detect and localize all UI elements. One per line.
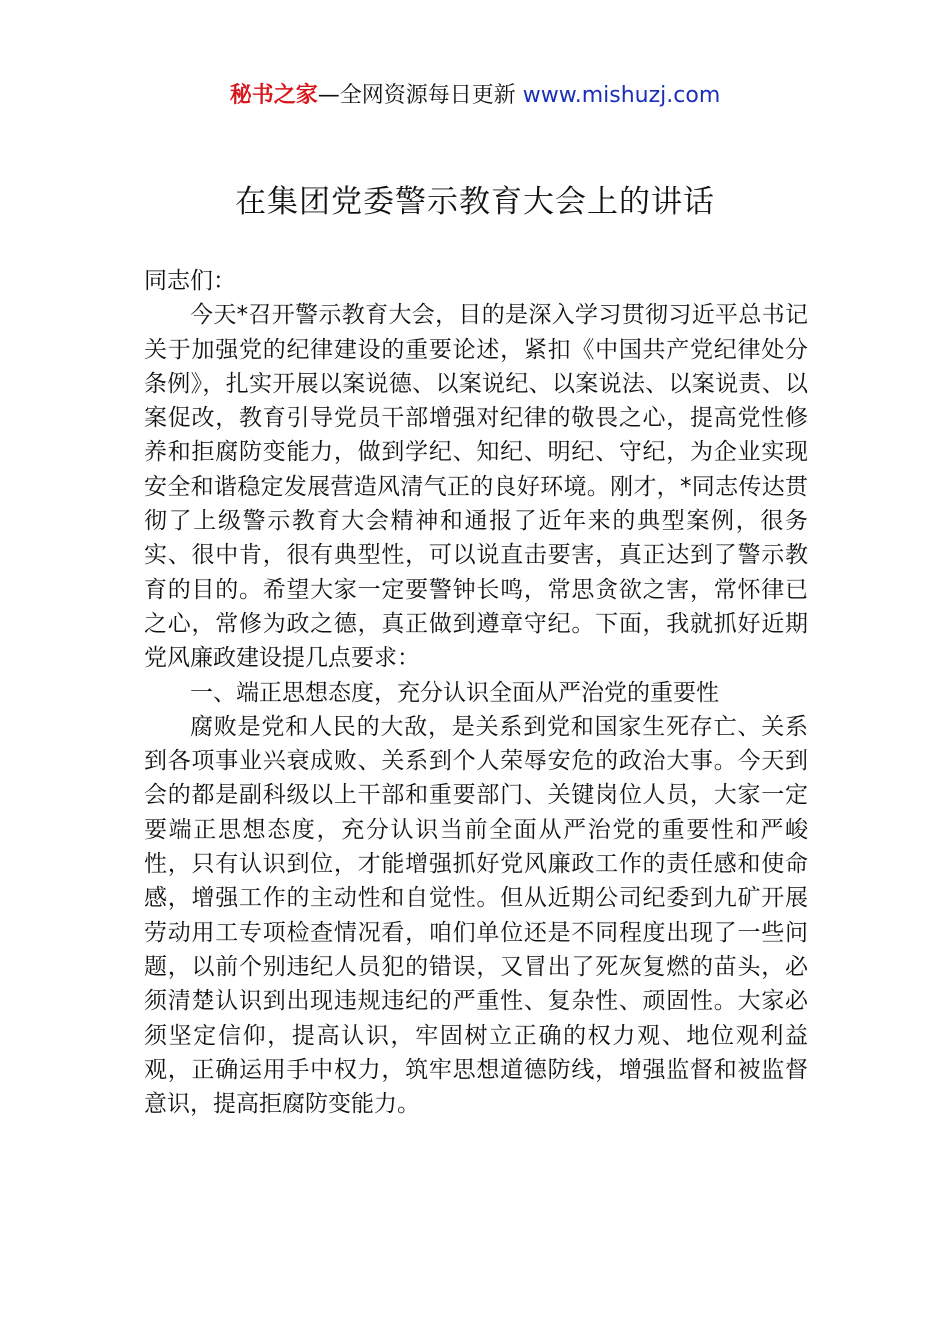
brand-name: 秘书之家: [229, 83, 318, 108]
document-body: [144, 264, 808, 1121]
section-heading: 一、端正思想态度，充分认识全面从严治党的重要性: [190, 679, 719, 706]
paragraph-section-1: 腐败是党和人民的大敌，是关系到党和国家生死存亡、关系到各项事业兴衰成败、关系到个人荣辱安危的政治大事。今天到会的都是副科级以上干部和重要部门、关键岗位人员，大家一定要端正思想态度，充分认识当前全面从严治党的重要性和严峻性，只有认识到位，才能增强抓好党风廉政工作的责任感和使命感，增强工作的主动性和自觉性。但从近期公司纪委到九矿开展劳动用工专项检查情况看，咱们单位还是不同程度出现了一些问题，以前个别违纪人员犯的错误，又冒出了死灰复燃的苗头，必须清楚认识到出现违规违纪的严重性、复杂性、顽固性。大家必须坚定信仰，提高认识，牢固树立正确的权力观、地位观利益观，正确运用手中权力，筑牢思想道德防线，增强监督和被监督意识，提高拒腐防变能力。: [144, 713, 808, 1118]
salutation: 同志们：: [144, 268, 236, 294]
site-banner: [0, 80, 950, 112]
document-title: 在集团党委警示教育大会上的讲话: [235, 184, 715, 220]
site-url-link[interactable]: www.mishuzj.com: [522, 83, 721, 108]
banner-tagline: —全网资源每日更新: [317, 83, 516, 108]
paragraph-intro: 今天*召开警示教育大会，目的是深入学习贯彻习近平总书记关于加强党的纪律建设的重要论述，紧扣《中国共产党纪律处分条例》，扎实开展以案说德、以案说纪、以案说法、以案说责、以案促改，教育引导党员干部增强对纪律的敬畏之心，提高党性修养和拒腐防变能力，做到学纪、知纪、明纪、守纪，为企业实现安全和谐稳定发展营造风清气正的良好环境。刚才，*同志传达贯彻了上级警示教育大会精神和通报了近年来的典型案例，很务实、很中肯，很有典型性，可以说直击要害，真正达到了警示教育的目的。希望大家一定要警钟长鸣，常思贪欲之害，常怀律已之心，常修为政之德，真正做到遵章守纪。下面，我就抓好近期党风廉政建设提几点要求：: [144, 302, 808, 672]
